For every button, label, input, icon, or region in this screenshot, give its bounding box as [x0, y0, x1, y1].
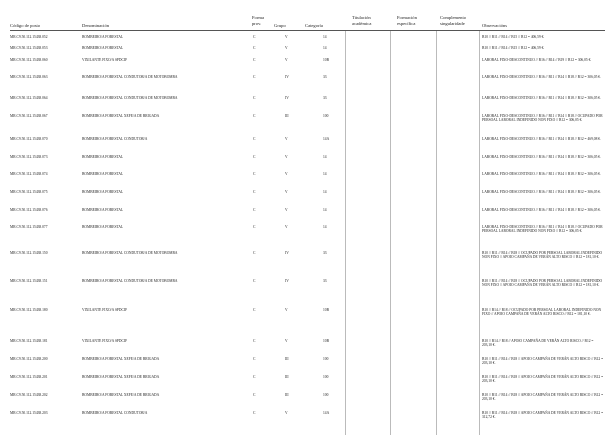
cell-observacions: LABORAL FIXO-DESCONTINUO // B16 // B11 // B14 // B18 // B12 = 306,05 €. — [482, 155, 601, 159]
cell-denominacion: VIXILANTE FIXO/A SPDCIF — [82, 58, 128, 62]
cell-grupo: V — [285, 155, 288, 159]
cell-denominacion: VIXILANTE FIXO/A SPDCIF — [82, 308, 128, 312]
cell-posto-code: MR.C9.50.112.15438.074 — [10, 172, 48, 176]
cell-forma-prov: C — [253, 251, 256, 255]
cell-observacions: LABORAL FIXO-DESCONTINUO // B16 // B11 // B14 // B18 // B12 = 306,05 €. — [482, 190, 601, 194]
cell-posto-code: MR.C9.50.112.15438.203 — [10, 411, 48, 415]
cell-observacions: LABORAL FIXO-DESCONTINUO // B16 // B11 // B14 // B18 // B12 = 306,05 €. — [482, 208, 601, 212]
cell-observacions: LABORAL FIXO-DESCONTINUO // B16 // B11 // B14 // B18 // OCUPADO POR PERSOAL LABORAL INDEFINIDO NON FIXO // B12 = 306,05 €. — [482, 114, 603, 123]
table-row — [0, 208, 615, 216]
cell-grupo: III — [285, 114, 289, 118]
table-row — [0, 46, 615, 54]
cell-observacions: B10 // B11 // B14 // B18 // APOIO CAMPAÑA DE VERÁN ALTO RISCO // B12 = 203,10 €. — [482, 393, 604, 402]
table-row — [0, 137, 615, 145]
cell-forma-prov: C — [253, 35, 256, 39]
cell-forma-prov: C — [253, 58, 256, 62]
cell-observacions: B10 // B11 // B14 // B15 // B12 = 406,59 €. — [482, 35, 545, 39]
cell-observacions: B10 // B11 // B14 // B18 // APOIO CAMPAÑA DE VERÁN ALTO RISCO // B12 = 312,72 €. — [482, 411, 604, 420]
cell-grupo: V — [285, 190, 288, 194]
table-row — [0, 35, 615, 43]
cell-categoria: 33 — [323, 279, 327, 283]
cell-grupo: V — [285, 172, 288, 176]
header-titulacion-line1: Titulación — [352, 15, 371, 20]
cell-forma-prov: C — [253, 96, 256, 100]
header-codigo: Código de posto — [10, 23, 41, 28]
cell-grupo: IV — [285, 75, 289, 79]
cell-denominacion: BOMBEIRO/A FORESTAL CONDUTOR/A — [82, 137, 148, 141]
cell-grupo: V — [285, 411, 288, 415]
cell-posto-code: MR.C9.50.112.15438.076 — [10, 208, 48, 212]
cell-forma-prov: C — [253, 279, 256, 283]
cell-posto-code: MR.C9.50.112.15438.151 — [10, 279, 48, 283]
cell-grupo: V — [285, 58, 288, 62]
cell-categoria: 100 — [323, 375, 329, 379]
cell-posto-code: MR.C9.50.112.15438.200 — [10, 357, 48, 361]
cell-grupo: V — [285, 46, 288, 50]
cell-categoria: 14 — [323, 208, 327, 212]
table-row — [0, 411, 615, 419]
cell-forma-prov: C — [253, 137, 256, 141]
cell-posto-code: MR.C9.50.112.15438.053 — [10, 46, 48, 50]
cell-grupo: V — [285, 308, 288, 312]
cell-categoria: 14 — [323, 35, 327, 39]
cell-categoria: 33 — [323, 251, 327, 255]
header-forma-prov-line1: Forma — [252, 15, 264, 20]
cell-observacions: B10 // B11 // B14 // B18 // OCUPADO POR PERSOAL LABORAL INDEFINIDO NON FIXO // APOIO CAMPAÑA DE VERÁN ALTO RISCO // B12 = 181,10 €. — [482, 251, 603, 260]
table-row — [0, 393, 615, 401]
cell-grupo: III — [285, 357, 289, 361]
cell-denominacion: BOMBEIRO/A FORESTAL — [82, 155, 124, 159]
header-categoria: Categoría — [305, 23, 323, 28]
cell-grupo: III — [285, 375, 289, 379]
cell-denominacion: BOMBEIRO/A FORESTAL XEFE/A DE BRIGADA — [82, 375, 160, 379]
header-formacion-line2: específica — [397, 21, 416, 26]
cell-forma-prov: C — [253, 208, 256, 212]
cell-forma-prov: C — [253, 155, 256, 159]
cell-grupo: III — [285, 393, 289, 397]
table-row — [0, 308, 615, 316]
cell-posto-code: MR.C9.50.112.15438.070 — [10, 137, 48, 141]
cell-categoria: 10B — [323, 58, 329, 62]
cell-forma-prov: C — [253, 357, 256, 361]
cell-forma-prov: C — [253, 225, 256, 229]
cell-posto-code: MR.C9.50.112.15438.077 — [10, 225, 48, 229]
cell-denominacion: BOMBEIRO/A FORESTAL XEFE/A DE BRIGADA — [82, 393, 160, 397]
cell-observacions: B10 // B11 // B14 // B18 // OCUPADO POR PERSOAL LABORAL INDEFINIDO NON FIXO // APOIO CAMPAÑA DE VERÁN ALTO RISCO // B12 = 181,10 €. — [482, 279, 603, 288]
cell-categoria: 14 — [323, 155, 327, 159]
cell-categoria: 14A — [323, 137, 330, 141]
cell-grupo: IV — [285, 251, 289, 255]
cell-categoria: 33 — [323, 75, 327, 79]
cell-observacions: B10 // B11 // B14 // B15 // B12 = 406,59 €. — [482, 46, 545, 50]
cell-observacions: LABORAL FIXO-DESCONTINUO // B16 // B11 // B14 // B18 // OCUPADO POR PERSOAL LABORAL INDEFINIDO NON FIXO // B12 = 306,05 €. — [482, 225, 603, 234]
header-rule — [10, 30, 605, 31]
cell-posto-code: MR.C9.50.112.15438.075 — [10, 190, 48, 194]
cell-posto-code: MR.C9.50.112.15438.067 — [10, 114, 48, 118]
table-row — [0, 339, 615, 347]
cell-posto-code: MR.C9.50.112.15438.060 — [10, 58, 48, 62]
cell-grupo: V — [285, 225, 288, 229]
cell-forma-prov: C — [253, 172, 256, 176]
cell-observacions: LABORAL FIXO-DESCONTINUO // B16 // B14 // B19 // B12 = 306,05 €. — [482, 58, 592, 62]
cell-grupo: V — [285, 339, 288, 343]
cell-denominacion: BOMBEIRO/A FORESTAL CONDUTOR/A DE MOTOBOMBA — [82, 251, 178, 255]
cell-forma-prov: C — [253, 46, 256, 50]
header-forma-prov-line2: prov. — [252, 21, 262, 26]
table-row — [0, 190, 615, 198]
table-row — [0, 114, 615, 122]
cell-posto-code: MR.C9.50.112.15438.150 — [10, 251, 48, 255]
cell-grupo: V — [285, 137, 288, 141]
cell-posto-code: MR.C9.50.112.15438.052 — [10, 35, 48, 39]
table-row — [0, 225, 615, 233]
header-denominacion: Denominación — [82, 23, 110, 28]
cell-posto-code: MR.C9.50.112.15438.073 — [10, 155, 48, 159]
cell-denominacion: BOMBEIRO/A FORESTAL XEFE/A DE BRIGADA — [82, 357, 160, 361]
cell-observacions: B10 // B11 // B14 // B18 // APOIO CAMPAÑA DE VERÁN ALTO RISCO // B12 = 203,10 €. — [482, 375, 604, 384]
cell-forma-prov: C — [253, 308, 256, 312]
cell-categoria: 10B — [323, 308, 329, 312]
cell-denominacion: VIXILANTE FIXO/A SPDCIF — [82, 339, 128, 343]
table-row — [0, 251, 615, 259]
cell-denominacion: BOMBEIRO/A FORESTAL CONDUTOR/A DE MOTOBOMBA — [82, 279, 178, 283]
cell-denominacion: BOMBEIRO/A FORESTAL CONDUTOR/A — [82, 411, 148, 415]
cell-forma-prov: C — [253, 75, 256, 79]
cell-forma-prov: C — [253, 339, 256, 343]
cell-categoria: 14A — [323, 411, 330, 415]
cell-denominacion: BOMBEIRO/A FORESTAL — [82, 172, 124, 176]
table-row — [0, 75, 615, 83]
table-row — [0, 279, 615, 287]
header-formacion-line1: Formación — [397, 15, 417, 20]
cell-denominacion: BOMBEIRO/A FORESTAL CONDUTOR/A DE MOTOBOMBA — [82, 96, 178, 100]
cell-categoria: 14 — [323, 190, 327, 194]
cell-categoria: 14 — [323, 46, 327, 50]
cell-categoria: 100 — [323, 357, 329, 361]
cell-denominacion: BOMBEIRO/A FORESTAL — [82, 46, 124, 50]
cell-categoria: 100 — [323, 114, 329, 118]
header-complemento-line1: Complemento — [440, 15, 467, 20]
header-grupo: Grupo — [274, 23, 286, 28]
cell-forma-prov: C — [253, 190, 256, 194]
cell-posto-code: MR.C9.50.112.15438.180 — [10, 308, 48, 312]
cell-observacions: LABORAL FIXO-DESCONTINUO // B16 // B11 // B14 // B18 // B12 = 306,05 €. — [482, 172, 601, 176]
table-row — [0, 357, 615, 365]
cell-observacions: B10 // B11 // B14 // B18 // APOIO CAMPAÑA DE VERÁN ALTO RISCO // B12 = 203,10 €. — [482, 357, 604, 366]
cell-grupo: IV — [285, 96, 289, 100]
cell-forma-prov: C — [253, 393, 256, 397]
cell-categoria: 33 — [323, 96, 327, 100]
cell-observacions: LABORAL FIXO-DESCONTINUO // B16 // B11 // B14 // B18 // B12 = 469,08 €. — [482, 137, 601, 141]
cell-posto-code: MR.C9.50.112.15438.201 — [10, 375, 48, 379]
cell-categoria: 14 — [323, 225, 327, 229]
cell-denominacion: BOMBEIRO/A FORESTAL — [82, 208, 124, 212]
cell-categoria: 14 — [323, 172, 327, 176]
cell-observacions: LABORAL FIXO-DESCONTINUO // B16 // B11 // B14 // B18 // B12 = 306,05 €. — [482, 96, 601, 100]
cell-forma-prov: C — [253, 411, 256, 415]
cell-denominacion: BOMBEIRO/A FORESTAL — [82, 225, 124, 229]
table-row — [0, 96, 615, 104]
header-titulacion-line2: académica — [352, 21, 372, 26]
cell-denominacion: BOMBEIRO/A FORESTAL — [82, 35, 124, 39]
cell-observacions: B10 // B14 // B18 // APOIO CAMPAÑA DE VERÁN ALTO RISCO // B12 = 203,10 €. — [482, 339, 594, 348]
cell-categoria: 10B — [323, 339, 329, 343]
table-row — [0, 172, 615, 180]
cell-posto-code: MR.C9.50.112.15438.202 — [10, 393, 48, 397]
cell-grupo: IV — [285, 279, 289, 283]
cell-posto-code: MR.C9.50.112.15438.064 — [10, 96, 48, 100]
cell-denominacion: BOMBEIRO/A FORESTAL CONDUTOR/A DE MOTOBOMBA — [82, 75, 178, 79]
cell-forma-prov: C — [253, 375, 256, 379]
table-row — [0, 155, 615, 163]
cell-grupo: V — [285, 208, 288, 212]
cell-categoria: 100 — [323, 393, 329, 397]
table-row — [0, 375, 615, 383]
header-observacions: Observacións — [482, 23, 508, 28]
cell-denominacion: BOMBEIRO/A FORESTAL — [82, 190, 124, 194]
cell-observacions: LABORAL FIXO-DESCONTINUO // B16 // B11 // B14 // B18 // B12 = 306,05 €. — [482, 75, 601, 79]
header-complemento-line2: singularidade — [440, 21, 465, 26]
cell-grupo: V — [285, 35, 288, 39]
cell-observacions: B10 // B14 // B18 // OCUPADO POR PERSOAL LABORAL INDEFINIDO NON FIXO // APOIO CAMPAÑA DE VERÁN ALTO RISCO // B12 = 181,10 €. — [482, 308, 602, 317]
cell-denominacion: BOMBEIRO/A FORESTAL XEFE/A DE BRIGADA — [82, 114, 160, 118]
cell-forma-prov: C — [253, 114, 256, 118]
cell-posto-code: MR.C9.50.112.15438.063 — [10, 75, 48, 79]
cell-posto-code: MR.C9.50.112.15438.181 — [10, 339, 48, 343]
table-row — [0, 58, 615, 66]
